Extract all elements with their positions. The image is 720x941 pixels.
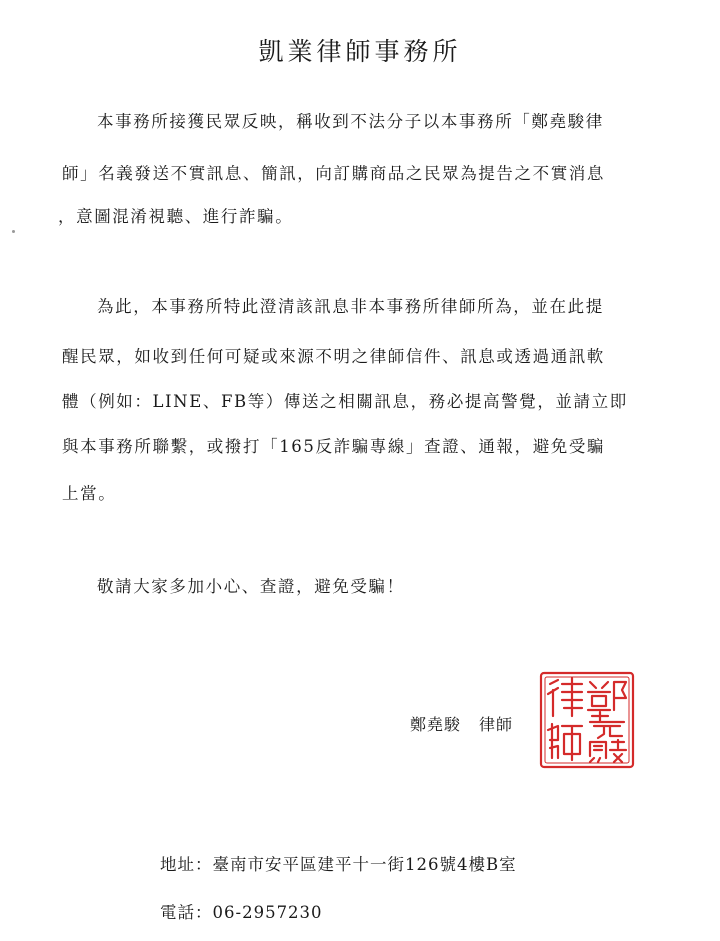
paragraph-2-line-1: 為此，本事務所特此澄清該訊息非本事務所律師所為，並在此提 <box>97 297 604 316</box>
paragraph-2-line-3: 體（例如：LINE、FB等）傳送之相關訊息，務必提高警覺，並請立即 <box>62 392 628 411</box>
paragraph-1-line-2: 師」名義發送不實訊息、簡訊，向訂購商品之民眾為提告之不實消息 <box>62 164 605 183</box>
paragraph-3-line-1: 敬請大家多加小心、查證，避免受騙！ <box>97 577 405 596</box>
page-title: 凱業律師事務所 <box>258 37 462 66</box>
signer-name: 鄭堯駿 <box>410 715 462 734</box>
paragraph-2-line-2: 醒民眾，如收到任何可疑或來源不明之律師信件、訊息或透過通訊軟 <box>62 347 605 366</box>
phone-line: 電話：06-2957230 <box>160 903 323 922</box>
scan-speck <box>12 230 15 233</box>
paragraph-2-line-5: 上當。 <box>62 484 117 503</box>
address-line: 地址：臺南市安平區建平十一街126號4樓B室 <box>160 855 517 874</box>
paragraph-1-line-3: ，意圖混淆視聽、進行詐騙。 <box>58 207 294 226</box>
signer-role: 律師 <box>479 715 514 734</box>
signature-line <box>410 712 513 735</box>
paragraph-2-line-4: 與本事務所聯繫，或撥打「165反詐騙專線」查證、通報，避免受騙 <box>62 437 606 456</box>
paragraph-1-line-1: 本事務所接獲民眾反映，稱收到不法分子以本事務所「鄭堯駿律 <box>97 112 604 131</box>
lawyer-seal-stamp <box>538 670 636 770</box>
